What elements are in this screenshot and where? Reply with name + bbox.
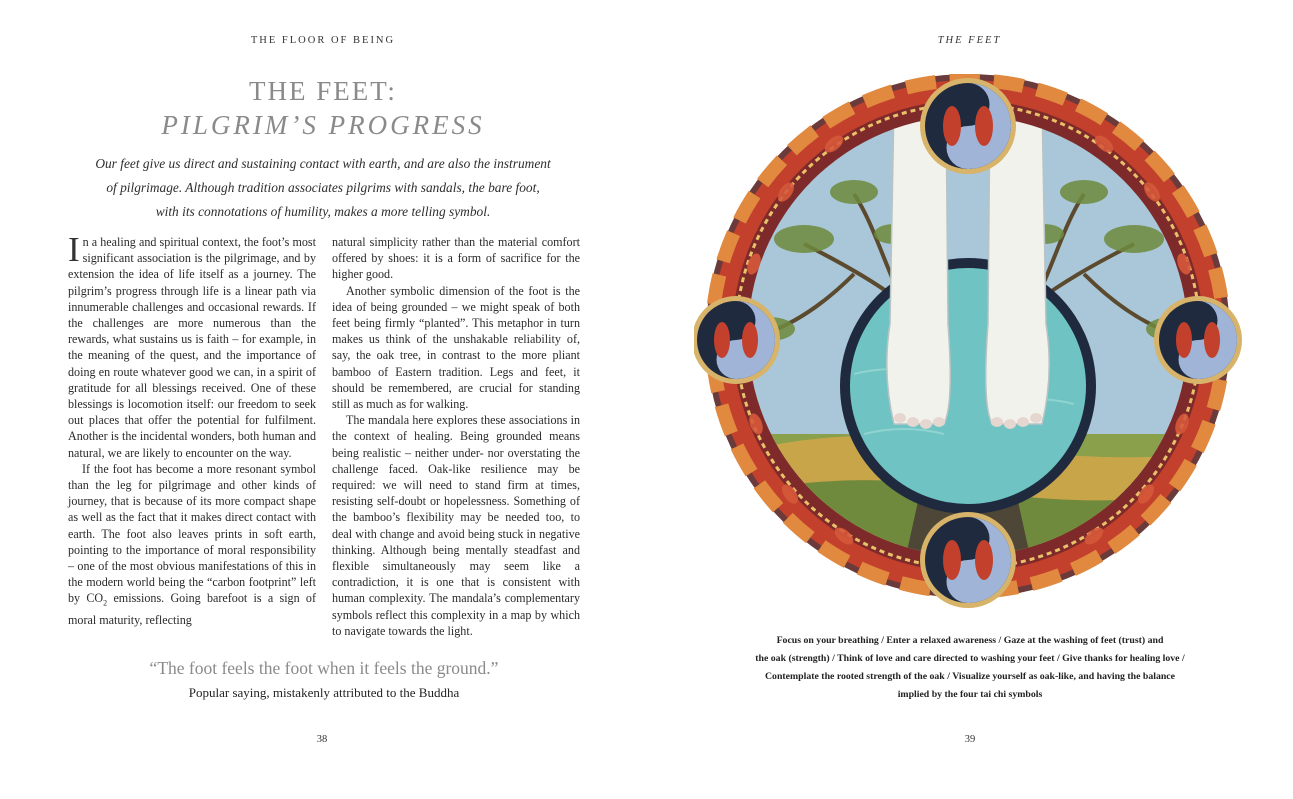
pull-quote (68, 656, 580, 704)
page-number-right: 39 (964, 734, 976, 745)
title-line-1: THE FEET: (249, 76, 397, 106)
chapter-title (68, 74, 578, 142)
tai-chi-medallion-bottom-icon (920, 512, 1016, 608)
meditation-caption (706, 632, 1234, 704)
caption-line: Contemplate the rooted strength of the oak / Visualize yourself as oak-like, and having the balance (764, 671, 1176, 682)
tai-chi-medallion-left-icon (694, 296, 780, 384)
subscript: 2 (103, 598, 108, 608)
page-number-left: 38 (316, 734, 328, 745)
title-line-2: PILGRIM’S PROGRESS (161, 110, 485, 140)
intro-line: with its connotations of humility, makes a more telling symbol. (155, 204, 491, 219)
caption-line: the oak (strength) / Think of love and care directed to washing your feet / Give thanks for healing love / (755, 653, 1185, 664)
tai-chi-medallion-top-icon (920, 78, 1016, 174)
left-page (0, 0, 646, 799)
body-column-2 (332, 234, 580, 639)
caption-line: implied by the four tai chi symbols (897, 689, 1043, 700)
paragraph: The mandala here explores these associations in the context of healing. Being grounded means being realistic – neither under- nor overstating the challenge faced. Oak-like resilience may be required: we will need to stand firm at times, resisting self-doubt or hopelessness. Something of the bamboo’s flexibility may be needed too, to deal with change and avoid being stuck in negative thinking. Although being mentally steadfast and flexible simultaneously may seem like a contradiction, it is one that is consistent with human complexity. The mandala’s complementary symbols reflect this complexity in a map by which to navigate towards the light. (332, 413, 580, 638)
paragraph: natural simplicity rather than the material comfort offered by shoes: it is a form of sacrifice for the higher good. (332, 235, 580, 282)
quote-attribution: Popular saying, mistakenly attributed to the Buddha (188, 685, 460, 700)
caption-line: Focus on your breathing / Enter a relaxed awareness / Gaze at the washing of feet (trust) and (776, 635, 1164, 646)
intro-line: of pilgrimage. Although tradition associates pilgrims with sandals, the bare foot, (106, 180, 540, 195)
paragraph: Another symbolic dimension of the foot is the idea of being grounded – we might speak of both feet being firmly “planted”. This metaphor in turn makes us think of the unshakable reliability of, say, the oak tree, in contrast to the more pliant bamboo of Eastern tradition. Legs and feet, it should be remembered, are crucial for standing still as much as for walking. (332, 283, 580, 412)
right-page (646, 0, 1293, 799)
tai-chi-medallion-right-icon (1154, 296, 1242, 384)
intro-line: Our feet give us direct and sustaining contact with earth, and are also the instrument (95, 156, 551, 171)
drop-cap: I (68, 230, 80, 269)
mandala-illustration (694, 74, 1242, 614)
quote-text: “The foot feels the foot when it feels the ground.” (149, 658, 499, 678)
paragraph: In a healing and spiritual context, the foot’s most significant association is the pilgrimage, and by extension the idea of life itself as a journey. The pilgrim’s progress through life is a linear path via innumerable challenges and occasional rewards. If the challenges are more numerous than the rewards, what sustains us is faith – for example, in the meaning of the quest, and the importance of doing en route whatever good we can, in a spirit of gratitude for all blessings received. One of these blessings is locomotion itself: our freedom to seek out places that offer the potential for fulfilment. Another is the incidental wonders, both human and natural, we are likely to encounter on the way. (68, 230, 316, 460)
intro-paragraph (80, 152, 566, 224)
running-head-left: THE FLOOR OF BEING (250, 35, 396, 46)
running-head-right: THE FEET (937, 35, 1002, 46)
paragraph: If the foot has become a more resonant symbol than the leg for pilgrimage and other kinds of journey, that is because of its more compact shape as well as the fact that it makes direct contact with earth. The foot also leaves prints in soft earth, pointing to the importance of moral responsibility – one of the most obvious manifestations of this in the modern world being the “carbon footprint” left by $CO_2$ emissions. Going barefoot is a sign of moral maturity, reflecting (68, 461, 316, 628)
water-pool (850, 268, 1086, 504)
body-column-1 (68, 230, 316, 628)
